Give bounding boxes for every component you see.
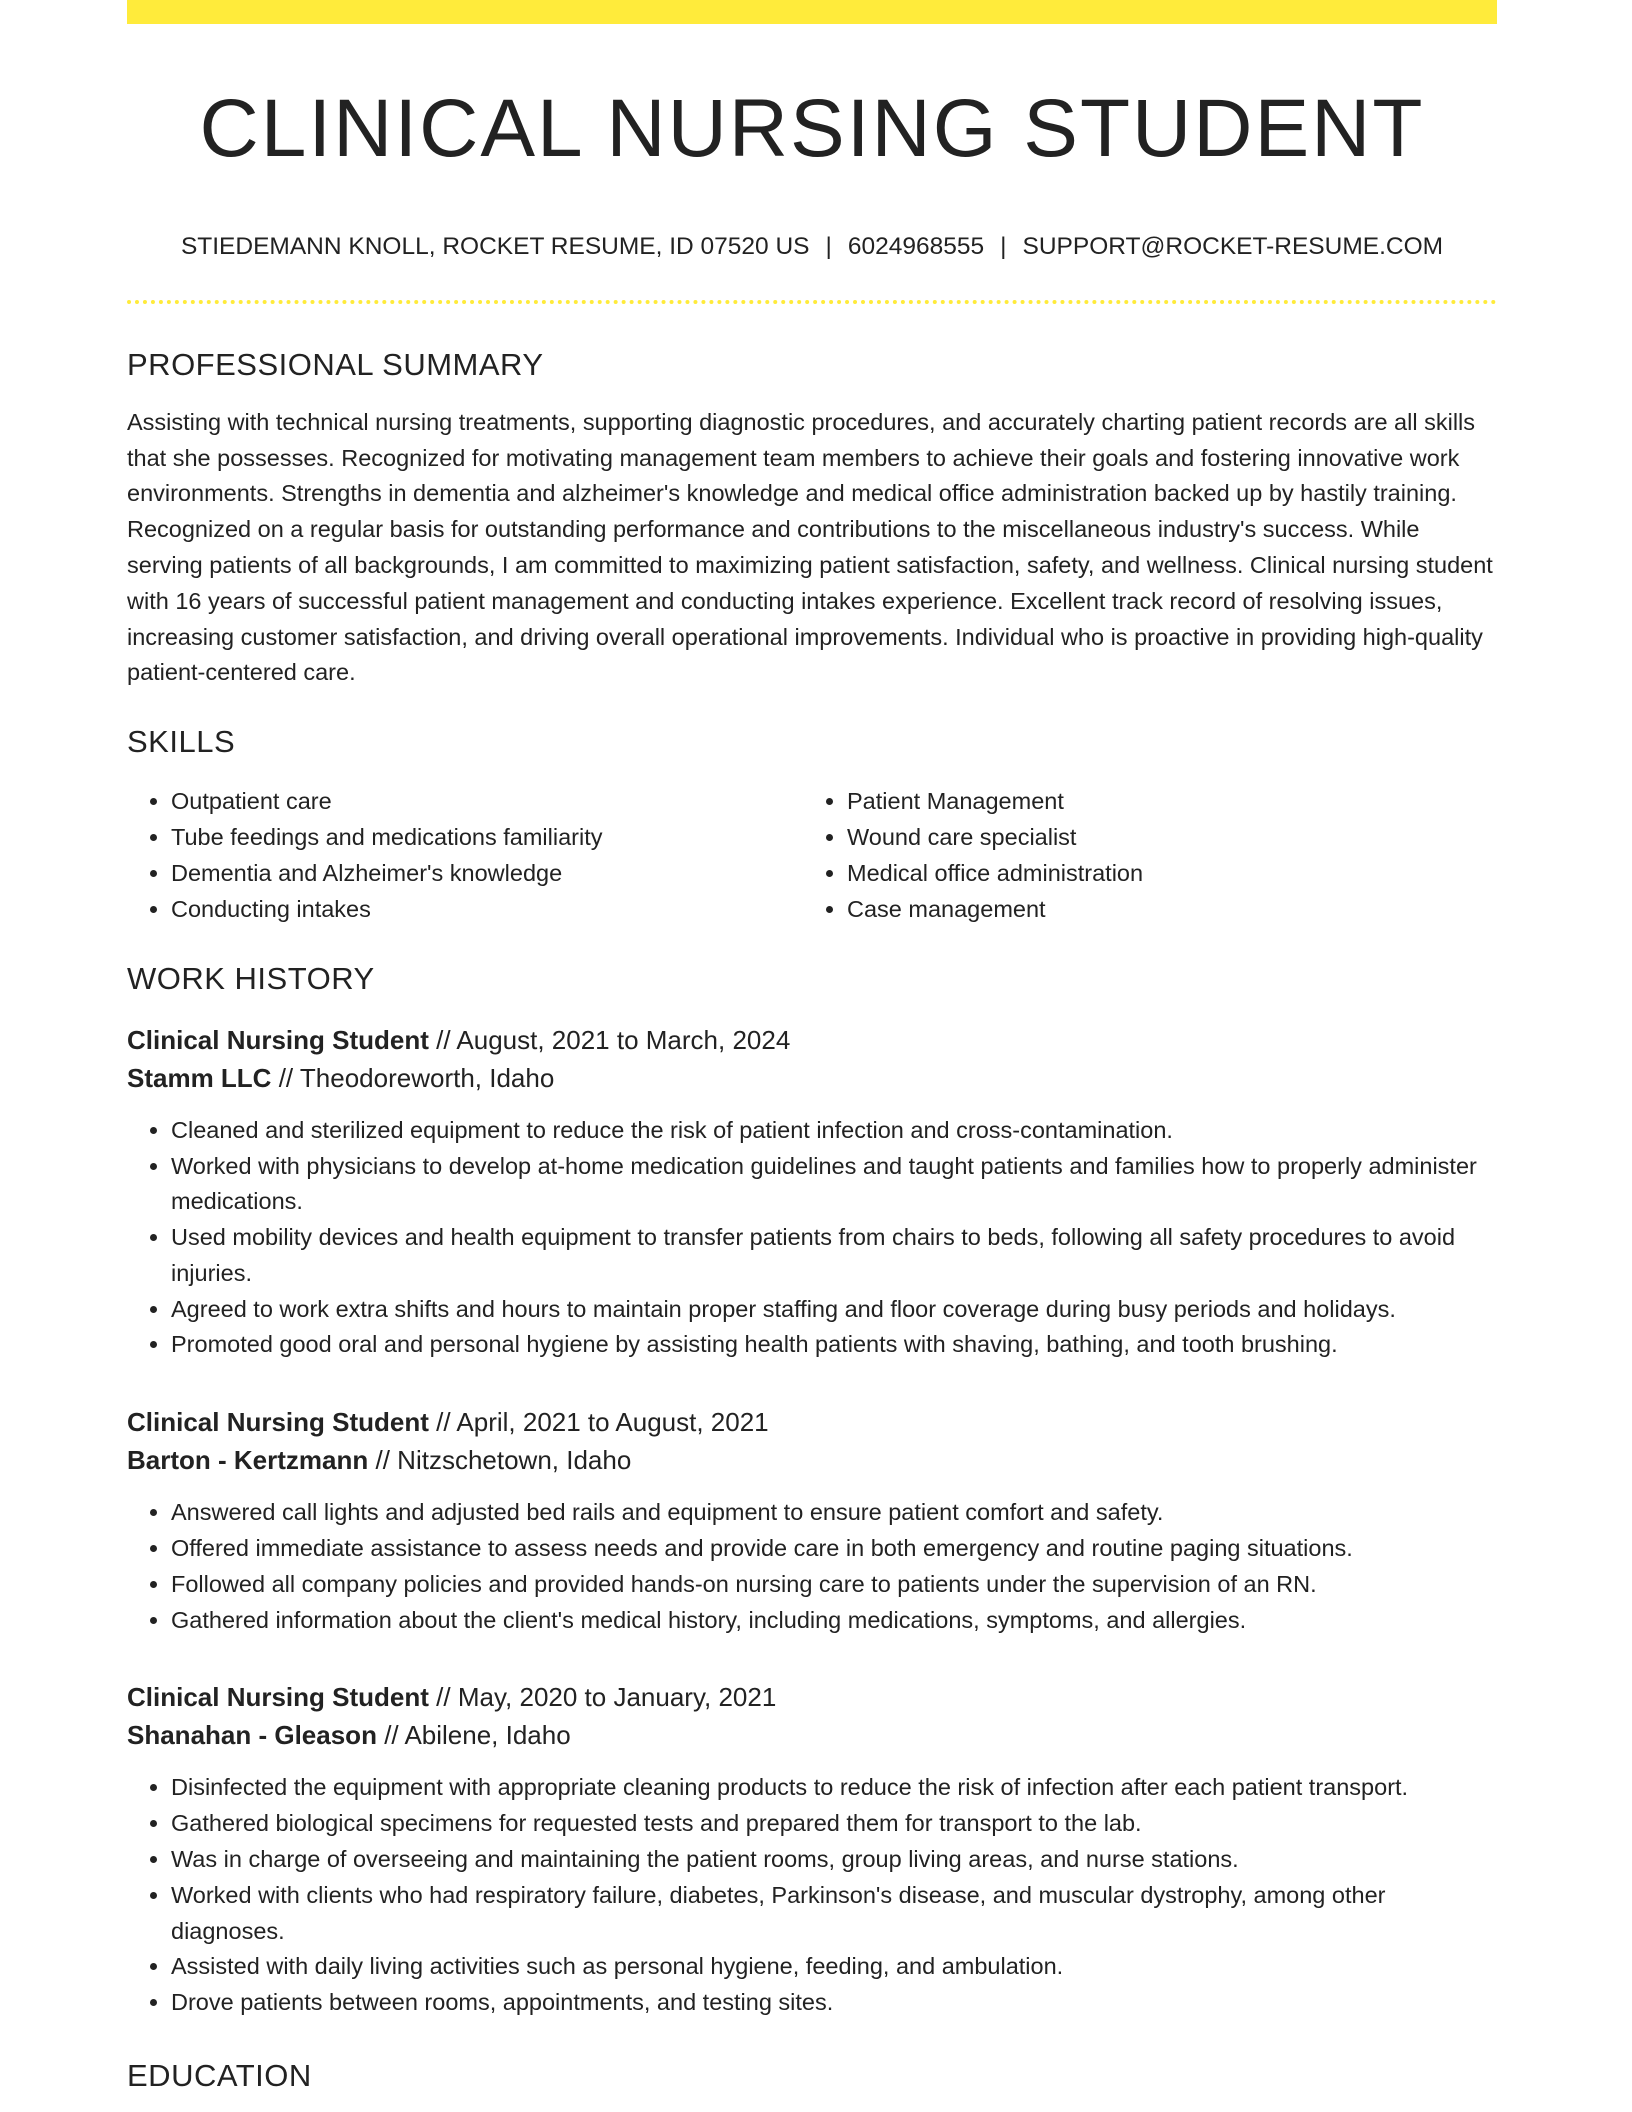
job-separator: // [436, 1024, 451, 1055]
job-separator: // [436, 1682, 451, 1713]
skills-column-left [127, 784, 803, 927]
job-bullets [127, 1770, 1497, 2021]
job-company: Stamm LLC [127, 1062, 272, 1093]
contact-phone: 6024968555 [847, 233, 985, 261]
skills-list [127, 784, 1497, 927]
job-bullets [127, 1495, 1497, 1638]
job-bullet: • Was in charge of overseeing and maintaining the patient rooms, group living areas, and nurse stations. [171, 1842, 1497, 1878]
job-role: Clinical Nursing Student [127, 1024, 429, 1055]
contact-email[interactable]: SUPPORT@ROCKET-RESUME.COM [1022, 233, 1444, 261]
job-separator: // [278, 1062, 294, 1093]
job-entry [127, 1021, 1497, 1364]
job-dates: April, 2021 to August, 2021 [456, 1407, 769, 1438]
dotted-divider [127, 300, 1497, 304]
job-bullets [127, 1113, 1497, 1364]
summary-heading: PROFESSIONAL SUMMARY [127, 346, 544, 382]
job-location: Abilene, Idaho [404, 1720, 571, 1751]
job-company: Shanahan - Gleason [127, 1720, 377, 1751]
work-history-heading: WORK HISTORY [127, 960, 375, 996]
job-location: Theodoreworth, Idaho [299, 1062, 555, 1093]
resume-page [127, 0, 1497, 2094]
job-bullet: • Drove patients between rooms, appointments, and testing sites. [171, 1985, 1497, 2021]
skills-heading: SKILLS [127, 724, 236, 760]
job-dates: May, 2020 to January, 2021 [457, 1682, 777, 1713]
accent-bar [127, 0, 1497, 24]
skill-item: • Wound care specialist [847, 820, 1479, 856]
job-bullet: • Offered immediate assistance to assess needs and provide care in both emergency and routine paging situations. [171, 1531, 1497, 1567]
job-bullet: • Gathered biological specimens for requested tests and prepared them for transport to the lab. [171, 1806, 1497, 1842]
skill-item: • Conducting intakes [171, 892, 803, 928]
job-role: Clinical Nursing Student [127, 1407, 429, 1438]
job-bullet: • Disinfected the equipment with appropriate cleaning products to reduce the risk of infection after each patient transport. [171, 1770, 1497, 1806]
job-separator: // [384, 1720, 399, 1751]
skill-item: • Patient Management [847, 784, 1479, 820]
job-separator: // [436, 1407, 451, 1438]
job-title-line [127, 1678, 1497, 1716]
candidate-name: CLINICAL NURSING STUDENT [199, 83, 1425, 174]
skill-item: • Case management [847, 892, 1479, 928]
skill-item: • Tube feedings and medications familiarity [171, 820, 803, 856]
job-company-line [127, 1059, 1497, 1097]
job-bullet: • Gathered information about the client's medical history, including medications, symptoms, and allergies. [171, 1603, 1497, 1639]
contact-separator: | [1000, 233, 1007, 261]
skill-item: • Outpatient care [171, 784, 803, 820]
job-location: Nitzschetown, Idaho [397, 1445, 632, 1476]
job-title-line [127, 1403, 1497, 1441]
job-separator: // [375, 1445, 390, 1476]
skills-column-right [803, 784, 1479, 927]
skill-item: • Dementia and Alzheimer's knowledge [171, 856, 803, 892]
job-bullet: • Followed all company policies and provided hands-on nursing care to patients under the supervision of an RN. [171, 1567, 1497, 1603]
job-company-line [127, 1441, 1497, 1479]
job-role: Clinical Nursing Student [127, 1682, 429, 1713]
job-bullet: • Worked with clients who had respiratory failure, diabetes, Parkinson's disease, and muscular dystrophy, among other diagnoses. [171, 1878, 1497, 1950]
job-bullet: • Answered call lights and adjusted bed rails and equipment to ensure patient comfort and safety. [171, 1495, 1497, 1531]
job-bullet: • Assisted with daily living activities such as personal hygiene, feeding, and ambulation. [171, 1949, 1497, 1985]
contact-line [127, 232, 1497, 261]
job-bullet: • Promoted good oral and personal hygiene by assisting health patients with shaving, bathing, and tooth brushing. [171, 1327, 1497, 1363]
job-bullet: • Used mobility devices and health equipment to transfer patients from chairs to beds, following all safety procedures to avoid injuries. [171, 1220, 1497, 1292]
job-bullet: • Cleaned and sterilized equipment to reduce the risk of patient infection and cross-contamination. [171, 1113, 1497, 1149]
contact-address: STIEDEMANN KNOLL, ROCKET RESUME, ID 07520 US [180, 233, 810, 261]
job-company-line [127, 1716, 1497, 1754]
job-bullet: • Agreed to work extra shifts and hours to maintain proper staffing and floor coverage during busy periods and holidays. [171, 1292, 1497, 1328]
skill-item: • Medical office administration [847, 856, 1479, 892]
summary-text: Assisting with technical nursing treatments, supporting diagnostic procedures, and accurately charting patient records are all skills that she possesses. Recognized for motivating management team members to achieve their goals and fostering innovative work environments. Strengths in dementia and alzheimer's knowledge and medical office administration backed up by hastily training. Recognized on a regular basis for outstanding performance and contributions to the miscellaneous industry's success. While serving patients of all backgrounds, I am committed to maximizing patient satisfaction, safety, and wellness. Clinical nursing student with 16 years of successful patient management and conducting intakes experience. Excellent track record of resolving issues, increasing customer satisfaction, and driving overall operational improvements. Individual who is proactive in providing high-quality patient-centered care. [127, 408, 1493, 686]
job-entry [127, 1403, 1497, 1638]
job-bullet: • Worked with physicians to develop at-home medication guidelines and taught patients and families how to properly administer medications. [171, 1149, 1497, 1221]
job-entry [127, 1678, 1497, 2021]
contact-separator: | [825, 233, 832, 261]
job-title-line [127, 1021, 1497, 1059]
education-heading: EDUCATION [127, 2058, 312, 2094]
job-dates: August, 2021 to March, 2024 [456, 1024, 791, 1055]
job-company: Barton - Kertzmann [127, 1445, 369, 1476]
